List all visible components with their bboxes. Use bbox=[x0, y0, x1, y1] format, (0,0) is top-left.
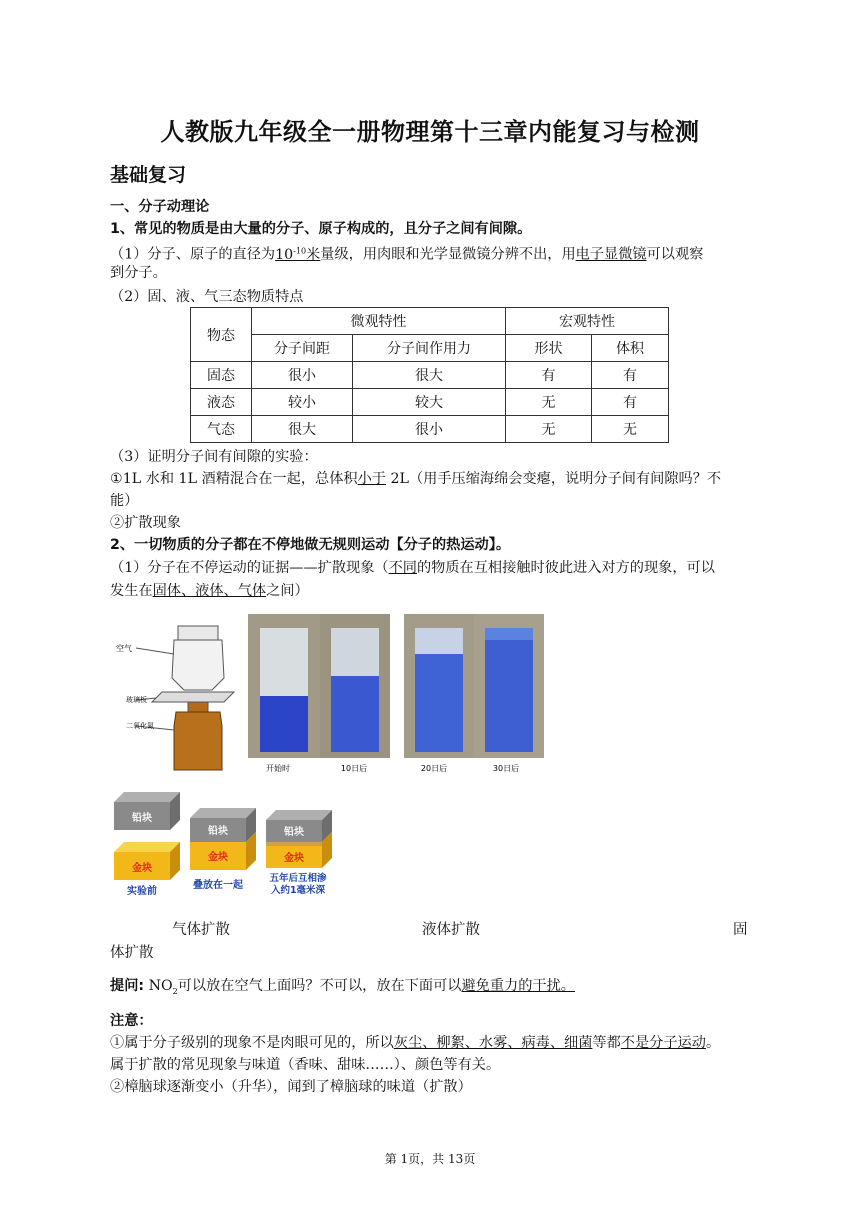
label-20days: 20日后 bbox=[420, 764, 448, 773]
svg-text:铅块: 铅块 bbox=[284, 827, 304, 838]
heading-molecular-theory: 一、分子动理论 bbox=[110, 199, 210, 215]
svg-text:金块: 金块 bbox=[132, 863, 152, 874]
point-2: 2、一切物质的分子都在不停地做无规则运动【分子的热运动】。 bbox=[110, 537, 511, 553]
svg-text:铅块: 铅块 bbox=[208, 826, 228, 837]
caption-liquid: 液体扩散 bbox=[422, 922, 480, 938]
gas-diffusion-figure bbox=[112, 618, 240, 776]
label-glass-plate: 玻璃板 bbox=[126, 696, 147, 704]
label-30days: 30日后 bbox=[492, 764, 520, 773]
th-force: 分子间作用力 bbox=[353, 335, 506, 362]
note-line-2: 属于扩散的常见现象与味道（香味、甜味……）、颜色等有关。 bbox=[110, 1057, 501, 1073]
liquid-diffusion-figure bbox=[248, 614, 544, 776]
label-air: 空气 bbox=[116, 644, 132, 653]
section-heading: 基础复习 bbox=[110, 164, 187, 186]
svg-text:金块: 金块 bbox=[284, 853, 304, 864]
caption-gas: 气体扩散 bbox=[172, 922, 230, 938]
table-row: 液态 较小 较大 无 有 bbox=[191, 389, 669, 416]
table-row: 固态 很小 很大 有 有 bbox=[191, 362, 669, 389]
caption-solid: 固 bbox=[733, 922, 748, 938]
svg-text:金块: 金块 bbox=[208, 852, 228, 863]
paragraph-water-alcohol-cont: 能） bbox=[110, 493, 139, 509]
label-stacked: 叠放在一起 bbox=[193, 880, 243, 891]
th-state: 物态 bbox=[191, 308, 252, 362]
th-distance: 分子间距 bbox=[252, 335, 353, 362]
paragraph-states: （2）固、液、气三态物质特点 bbox=[110, 289, 304, 305]
table-row: 气态 很大 很小 无 无 bbox=[191, 416, 669, 443]
label-after: 五年后互相渗 bbox=[269, 873, 327, 884]
note-label: 注意： bbox=[110, 1013, 153, 1029]
svg-text:铅块: 铅块 bbox=[132, 813, 152, 824]
label-no2: 二氧化氮 bbox=[126, 722, 154, 730]
th-micro: 微观特性 bbox=[252, 308, 506, 335]
paragraph-evidence: （1）分子在不停运动的证据——扩散现象（不同的物质在互相接触时彼此进入对方的现象，可以 bbox=[110, 560, 715, 576]
solid-diffusion-figure bbox=[110, 790, 342, 900]
label-before: 实验前 bbox=[127, 886, 157, 897]
point-1: 1、常见的物质是由大量的分子、原子构成的，且分子之间有间隙。 bbox=[110, 221, 532, 237]
label-10days: 10日后 bbox=[340, 764, 368, 773]
block-before bbox=[114, 792, 180, 897]
block-after bbox=[266, 810, 332, 896]
states-table bbox=[190, 307, 669, 443]
th-volume: 体积 bbox=[592, 335, 669, 362]
svg-text:入约1毫米深: 入约1毫米深 bbox=[270, 885, 326, 896]
note-line-3: ②樟脑球逐渐变小（升华），闻到了樟脑球的味道（扩散） bbox=[110, 1079, 472, 1095]
page-title: 人教版九年级全一册物理第十三章内能复习与检测 bbox=[160, 118, 700, 146]
label-start: 开始时 bbox=[266, 764, 290, 773]
caption-solid-cont: 体扩散 bbox=[110, 945, 154, 961]
th-macro: 宏观特性 bbox=[506, 308, 669, 335]
paragraph-gap-experiment: （3）证明分子间有间隙的实验： bbox=[110, 449, 318, 465]
paragraph-evidence-cont: 发生在固体、液体、气体之间） bbox=[110, 583, 309, 599]
note-line-1: ①属于分子级别的现象不是肉眼可见的，所以灰尘、柳絮、水雾、病毒、细菌等都不是分子运动。 bbox=[110, 1035, 721, 1051]
block-stacked bbox=[190, 808, 256, 891]
paragraph-diameter-cont: 到分子。 bbox=[110, 265, 167, 281]
paragraph-water-alcohol: ①1L 水和 1L 酒精混合在一起，总体积小于 2L（用手压缩海绵会变瘪，说明分子间有间隙吗？不 bbox=[110, 471, 722, 487]
paragraph-diffusion: ②扩散现象 bbox=[110, 515, 181, 531]
paragraph-diameter: （1）分子、原子的直径为$10^{-10}$米量级，用肉眼和光学显微镜分辨不出，用电子显微镜可以观察 bbox=[110, 246, 704, 263]
page-footer: 第 1页，共 13页 bbox=[384, 1152, 476, 1166]
th-shape: 形状 bbox=[506, 335, 592, 362]
question: 提问: $NO_2$可以放在空气上面吗？不可以，放在下面可以避免重力的干扰。 bbox=[110, 978, 575, 996]
